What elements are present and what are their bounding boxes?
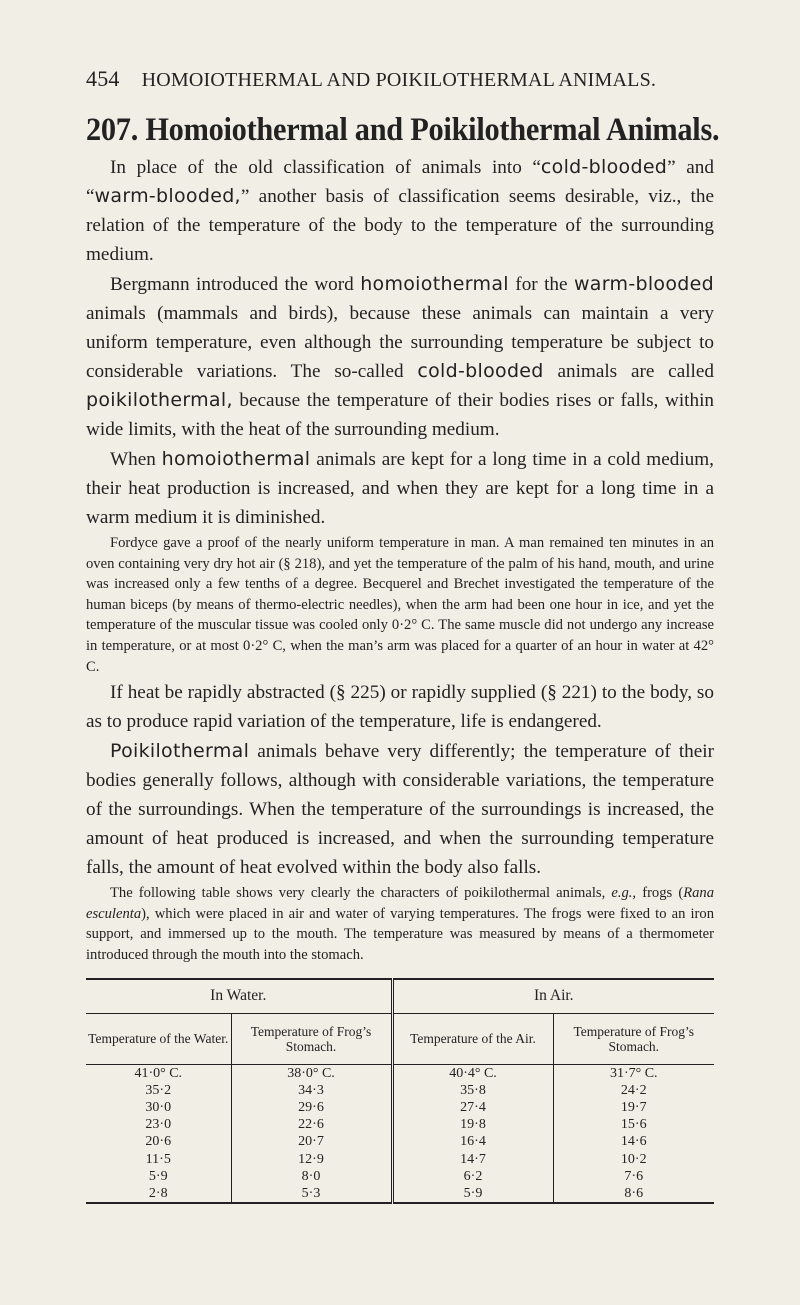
group-header-air: In Air. [392,979,714,1014]
values-air-stomach: 31·7° C. 24·2 19·7 15·6 14·6 10·2 7·6 8·6 [553,1064,714,1203]
paragraph-bergmann: Bergmann introduced the word homoiothermal for the warm-blooded animals (mammals and birds), because these animals can maintain a very uniform temperature, even although the surrounding temperature be subject to considerable variations. The so-called cold-blooded animals are called poikilothermal, because the temperature of their bodies rises or falls, within wide limits, with the heat of the surrounding medium. [86,273,714,440]
col-header-air-stomach: Temperature of Frog’s Stomach. [553,1013,714,1064]
group-header-water: In Water. [86,979,392,1014]
values-air-temp: 40·4° C. 35·8 27·4 19·8 16·4 14·7 6·2 5·9 [392,1064,553,1203]
frog-temperature-table [86,978,714,1205]
term-poikilothermal: poikilothermal, [86,389,233,411]
term-warm-blooded: warm-blooded, [94,185,241,207]
col-header-air-temp: Temperature of the Air. [392,1013,553,1064]
paragraph-fordyce: Fordyce gave a proof of the nearly uniform temperature in man. A man remained ten minutes in an oven containing very dry hot air (§ 218), and yet the temperature of the palm of his hand, mouth, and urine was increased only a few tenths of a degree. Becquerel and Brechet investigated the temperature of the human biceps (by means of thermo-electric needles), when the arm had been one hour in ice, and yet the temperature of the muscular tissue was cooled only 0·2° C. The same muscle did not undergo any increase in temperature, or at most 0·2° C, when the man’s arm was placed for a quarter of an hour in water at 42° C. [86,535,714,675]
paragraph-classification: In place of the old classification of animals into “cold-blooded” and “warm-blooded,” another basis of classification seems desirable, viz., the relation of the temperature of the body to the temperature of the surrounding medium. [86,156,714,265]
species-name: Rana esculenta [86,885,715,922]
paragraph-homoiothermal-medium: When homoiothermal animals are kept for a long time in a cold medium, their heat production is increased, and when they are kept for a long time in a warm medium it is diminished. [86,448,714,528]
term-poikilothermal: Poikilothermal [110,740,250,763]
term-warm-blooded: warm-blooded [573,273,714,295]
values-water-stomach: 38·0° C. 34·3 29·6 22·6 20·7 12·9 8·0 5·3 [231,1064,392,1203]
col-header-water-stomach: Temperature of Frog’s Stomach. [231,1013,392,1064]
term-cold-blooded: cold-blooded [540,156,668,178]
page-content [86,112,720,1204]
paragraph-frog-experiment: The following table shows very clearly the characters of poikilothermal animals, e.g., frogs (Rana esculenta), which were placed in air and water of varying temperatures. The frogs were fixed to an iron support, and immersed up to the mouth. The temperature was measured by means of a thermometer introduced through the mouth into the stomach. [86,885,715,963]
col-header-water-temp: Temperature of the Water. [86,1013,231,1064]
running-title: HOMOIOTHERMAL AND POIKILOTHERMAL ANIMALS. [141,69,657,91]
paragraph-heat-abstraction: If heat be rapidly abstracted (§ 225) or rapidly supplied (§ 221) to the body, so as to produce rapid variation of the temperature, life is endangered. [86,682,714,733]
term-cold-blooded: cold-blooded [417,360,544,382]
paragraph-poikilothermal: Poikilothermal animals behave very differently; the temperature of their bodies generally follows, although with considerable variations, the temperature of the surroundings. When the temperature of the surroundings is increased, the amount of heat produced is increased, and when the surrounding temperature falls, the amount of heat evolved within the body also falls. [86,740,714,879]
term-homoiothermal: homoiothermal [161,448,311,470]
running-header [86,66,714,92]
section-title: 207. Homoiothermal and Poikilothermal Animals. [86,112,720,148]
page-number: 454 [86,66,120,91]
values-water-temp: 41·0° C. 35·2 30·0 23·0 20·6 11·5 5·9 2·8 [86,1064,231,1203]
term-homoiothermal: homoiothermal [360,273,509,295]
